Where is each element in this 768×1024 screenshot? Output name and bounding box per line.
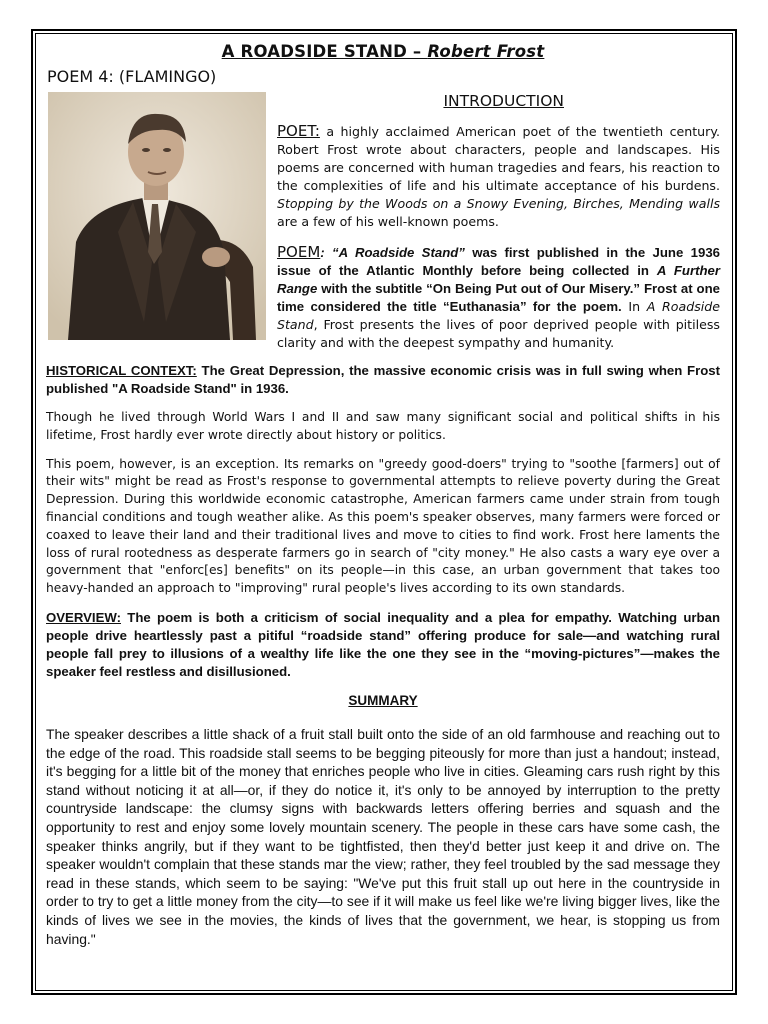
overview-paragraph [46, 609, 720, 681]
poem-stand-title: A Roadside Stand [277, 299, 720, 332]
exception-paragraph: This poem, however, is an exception. Its remarks on "greedy good-doers" trying to "soothe [farmers] out of their wits" might be read as Frost's response to governmental attempts to relieve poverty during the Great Depression. During this worldwide economic catastrophe, American farmers came under strain from tough financial conditions and tough weather alike. As this poem's speaker observes, many farmers were forced or coaxed to leave their land and their traditional lives and move to cities to find work. Frost here laments the loss of rural rootedness as desperate farmers go in search of "city money." He also casts a wary eye over a government that "enforc[es] benefits" on its people—in this case, an urban government that takes too heavy-handed an approach to "improving" rural people's lives according to its own standards. [46, 456, 720, 596]
poem-publication: was first published in the June 1936 issue of the Atlantic Monthly before being collected in [277, 245, 720, 278]
introduction-heading: INTRODUCTION [443, 92, 564, 110]
poem-colon: : [320, 245, 333, 260]
portrait-photo-icon [48, 92, 266, 340]
title-main: A ROADSIDE STAND – [221, 42, 428, 61]
poet-works: Stopping by the Woods on a Snowy Evening, Birches, Mending walls [277, 196, 720, 211]
poem-number: POEM 4: (FLAMINGO) [47, 67, 217, 86]
poem-subtitle-note: with the subtitle “On Being Put out of Our Misery.” Frost at one time considered the title “Euthanasia” for the poem. [277, 281, 720, 314]
overview-text: The poem is both a criticism of social inequality and a plea for empathy. Watching urban people drive heartlessly past a pitiful “roadside stand” offering produce for sale—and watching rural people fall prey to illusions of a wealthy life like the one they see in the “moving-pictures”—makes the speaker feel restless and disillusioned. [46, 609, 720, 679]
historical-context-paragraph [46, 362, 720, 398]
poet-tail: are a few of his well-known poems. [277, 214, 499, 229]
poem-plain-1: In [621, 299, 647, 314]
poem-plain-2: , Frost presents the lives of poor deprived people with pitiless clarity and with the deepest sympathy and humanity. [277, 317, 720, 350]
overview-label: OVERVIEW: [46, 609, 121, 625]
summary-heading: SUMMARY [348, 692, 418, 708]
title-author: Robert Frost [427, 42, 545, 61]
poet-text: a highly acclaimed American poet of the twentieth century. Robert Frost wrote about characters, people and landscapes. His poems are concerned with human tragedies and fears, his reaction to the complexities of life and his ultimate acceptance of his burdens. [277, 124, 720, 193]
portrait-photo [48, 92, 266, 340]
poem-title: “A Roadside Stand” [332, 245, 465, 260]
poem-label: POEM [277, 243, 321, 261]
wars-paragraph: Though he lived through World Wars I and II and saw many significant social and political shifts in his lifetime, Frost hardly ever wrote directly about history or politics. [46, 410, 720, 442]
historical-context-label: HISTORICAL CONTEXT: [46, 363, 197, 378]
poem-collection: A Further Range [277, 263, 720, 296]
document-title [46, 42, 720, 61]
historical-context-text: The Great Depression, the massive economic crisis was in full swing when Frost published "A Roadside Stand" in 1936. [46, 363, 720, 396]
document-body [46, 40, 720, 948]
poet-label: POET: [277, 122, 320, 140]
summary-paragraph: The speaker describes a little shack of a fruit stall built onto the side of an old farmhouse and reaching out to the edge of the road. This roadside stall seems to be begging piteously for more than just a handout; instead, it's begging for a little bit of the money that enriches people who live in cities. Gleaming cars rush right by this stand without noticing it at all—or, if they do notice it, it's only to be annoyed by interruption to the pretty countryside landscape: the clumsy signs with backwards letters offering berries and squash and the opportunity to rest and enjoy some lovely mountain scenery. The people in these cars have some cash, the speaker thinks angrily, but if they want to be tightfisted, then they'd better just keep it and drive on. The speaker wouldn't complain that these stands mar the view; rather, they feel troubled by the sad message they read in these stands, which seem to be saying: "We've put this fruit stall up out here in the countryside in order to try to get a little money from the city—to see if it will make us feel like we're living bigger lives, like the kinds of lives we see in the movies, the kinds of lives that the government, we hear, is stopping us from having." [46, 725, 720, 947]
